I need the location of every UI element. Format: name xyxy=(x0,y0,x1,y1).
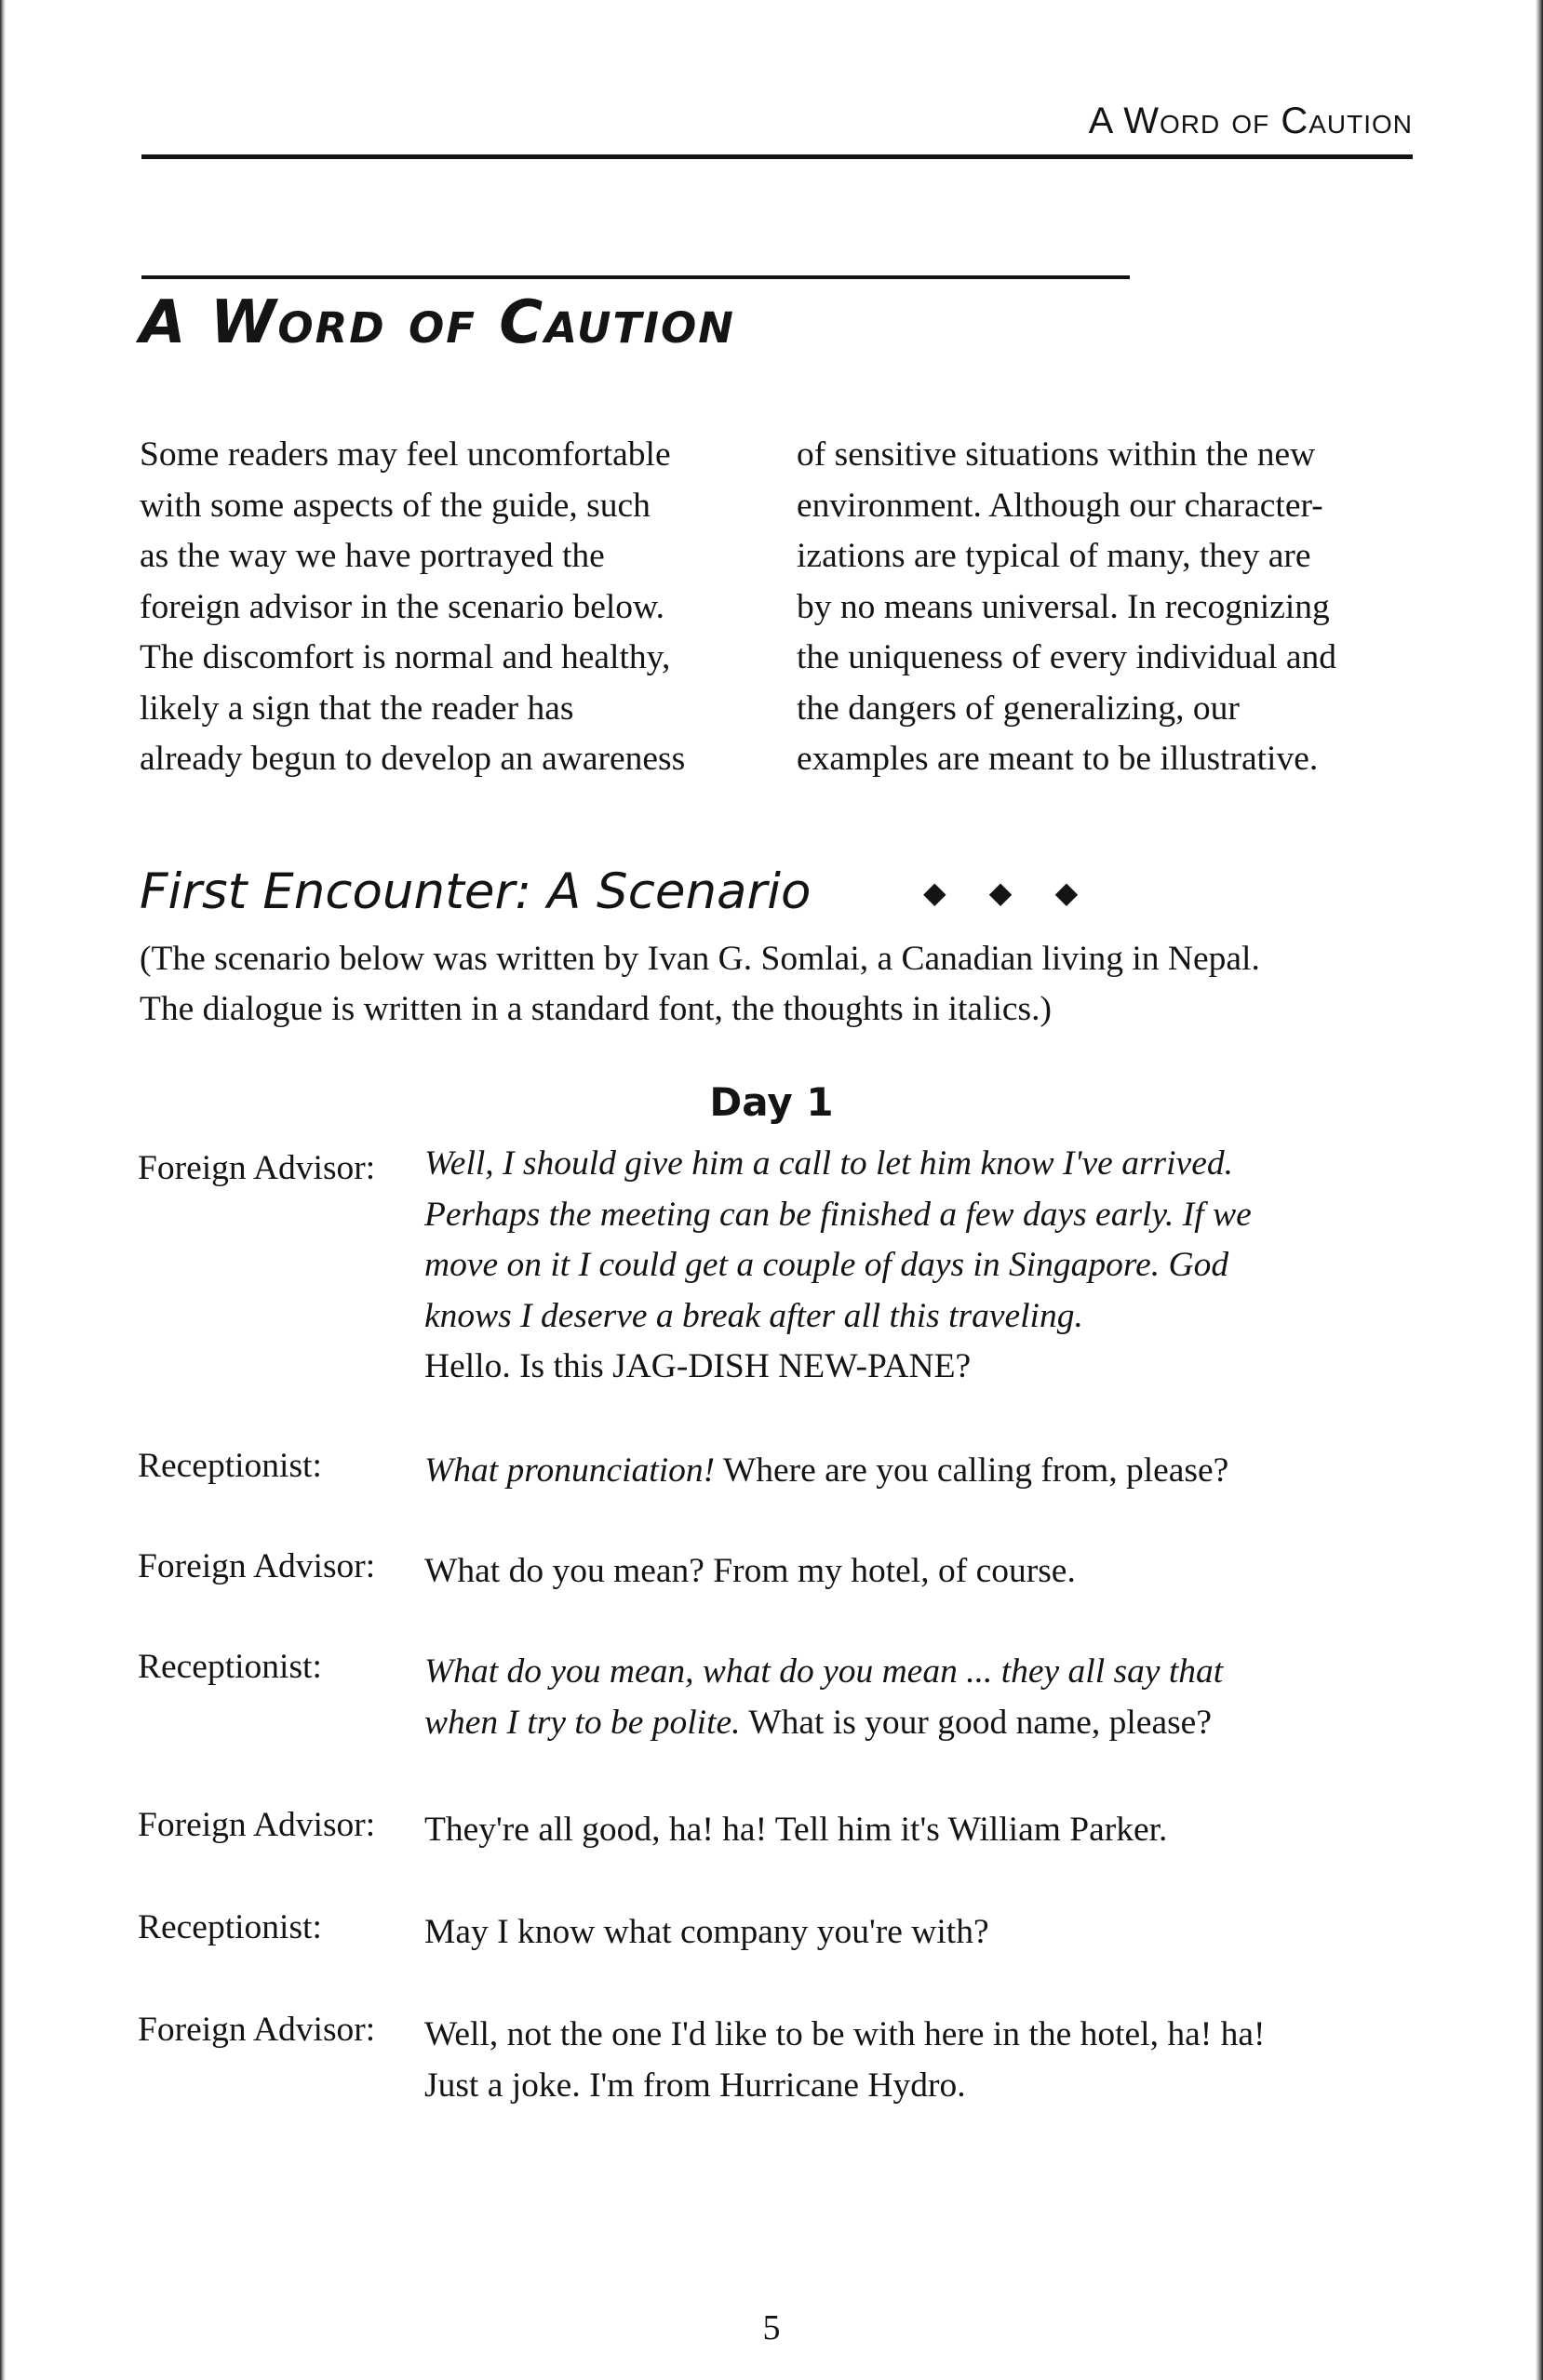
thought-text: What do you mean, what do you mean ... they all say that xyxy=(424,1652,1224,1691)
speech-line xyxy=(424,1698,1223,1749)
speech-line xyxy=(424,1291,1252,1343)
day-heading: Day 1 xyxy=(709,1079,834,1125)
thought-text: move on it I could get a couple of days in Singapore. God xyxy=(424,1246,1229,1284)
text-line: already begun to develop an awareness xyxy=(140,740,686,778)
speech-line xyxy=(424,1190,1252,1241)
speaker-label: Foreign Advisor: xyxy=(138,1149,376,1187)
text-line: environment. Although our character- xyxy=(797,486,1323,525)
title-rule xyxy=(141,275,1130,279)
thought-text: What pronunciation! xyxy=(424,1451,716,1490)
thought-text: when I try to be polite. xyxy=(424,1703,741,1742)
speech-line xyxy=(424,1907,989,1959)
note-line: (The scenario below was written by Ivan G. Somlai, a Canadian living in Nepal. xyxy=(140,940,1260,978)
section-title: A Word of Caution xyxy=(140,288,735,357)
scenario-title: First Encounter: A Scenario xyxy=(140,863,812,920)
text-line: likely a sign that the reader has xyxy=(140,689,574,728)
speech-line xyxy=(424,1139,1252,1190)
speech-text xyxy=(424,1647,1223,1748)
text-line: with some aspects of the guide, such xyxy=(140,486,651,525)
note-line: The dialogue is written in a standard font, the thoughts in italics.) xyxy=(140,990,1052,1028)
speech-line xyxy=(424,2010,1265,2061)
text-line: examples are meant to be illustrative. xyxy=(797,740,1319,778)
speech-text xyxy=(424,1139,1252,1393)
text-line: foreign advisor in the scenario below. xyxy=(140,587,665,626)
thought-text: Perhaps the meeting can be finished a few days early. If we xyxy=(424,1195,1252,1234)
thought-text: Well, I should give him a call to let him know I've arrived. xyxy=(424,1144,1233,1183)
caution-column-right xyxy=(797,430,1429,785)
speech-text xyxy=(424,1446,1228,1497)
speaker-label: Receptionist: xyxy=(138,1447,322,1485)
speech-line xyxy=(424,1805,1167,1856)
text-line: the uniqueness of every individual and xyxy=(797,638,1337,676)
scan-edge-left xyxy=(0,0,6,2380)
scan-edge-right xyxy=(1536,0,1543,2380)
speech-text xyxy=(424,2010,1265,2111)
speech-text xyxy=(424,1546,1076,1598)
header-rule xyxy=(141,154,1413,159)
scenario-note xyxy=(140,934,1260,1035)
page-number: 5 xyxy=(762,2308,781,2347)
speech-line xyxy=(424,1647,1223,1698)
text-line: as the way we have portrayed the xyxy=(140,537,605,575)
running-head: A Word of Caution xyxy=(1088,100,1413,141)
speech-line xyxy=(424,1546,1076,1598)
speech-text xyxy=(424,1907,989,1959)
spoken-text: Well, not the one I'd like to be with here in the hotel, ha! ha! xyxy=(424,2015,1266,2053)
text-line: of sensitive situations within the new xyxy=(797,435,1316,474)
speaker-label: Receptionist: xyxy=(138,1908,322,1946)
spoken-text: What do you mean? From my hotel, of course. xyxy=(424,1552,1076,1590)
text-line: The discomfort is normal and healthy, xyxy=(140,638,671,676)
text-line: by no means universal. In recognizing xyxy=(797,587,1330,626)
speech-text xyxy=(424,1805,1167,1856)
caution-column-left xyxy=(140,430,772,785)
spoken-text: Where are you calling from, please? xyxy=(715,1451,1229,1490)
text-line: the dangers of generalizing, our xyxy=(797,689,1240,728)
text-line: izations are typical of many, they are xyxy=(797,537,1311,575)
spoken-text: May I know what company you're with? xyxy=(424,1913,989,1951)
speaker-label: Foreign Advisor: xyxy=(138,1547,376,1585)
speaker-label: Foreign Advisor: xyxy=(138,1806,376,1844)
speaker-label: Receptionist: xyxy=(138,1648,322,1686)
spoken-text: Hello. Is this JAG-DISH NEW-PANE? xyxy=(424,1347,972,1385)
speech-line xyxy=(424,1446,1228,1497)
spoken-text: They're all good, ha! ha! Tell him it's William Parker. xyxy=(424,1811,1168,1849)
diamond-ornament-icon: ◆ ◆ ◆ xyxy=(923,875,1095,910)
thought-text: knows I deserve a break after all this traveling. xyxy=(424,1296,1083,1335)
speaker-label: Foreign Advisor: xyxy=(138,2011,376,2049)
speech-line xyxy=(424,2061,1265,2112)
speech-line xyxy=(424,1342,1252,1393)
text-line: Some readers may feel uncomfortable xyxy=(140,435,671,474)
speech-line xyxy=(424,1240,1252,1291)
spoken-text: Just a joke. I'm from Hurricane Hydro. xyxy=(424,2066,966,2105)
spoken-text: What is your good name, please? xyxy=(740,1703,1212,1742)
